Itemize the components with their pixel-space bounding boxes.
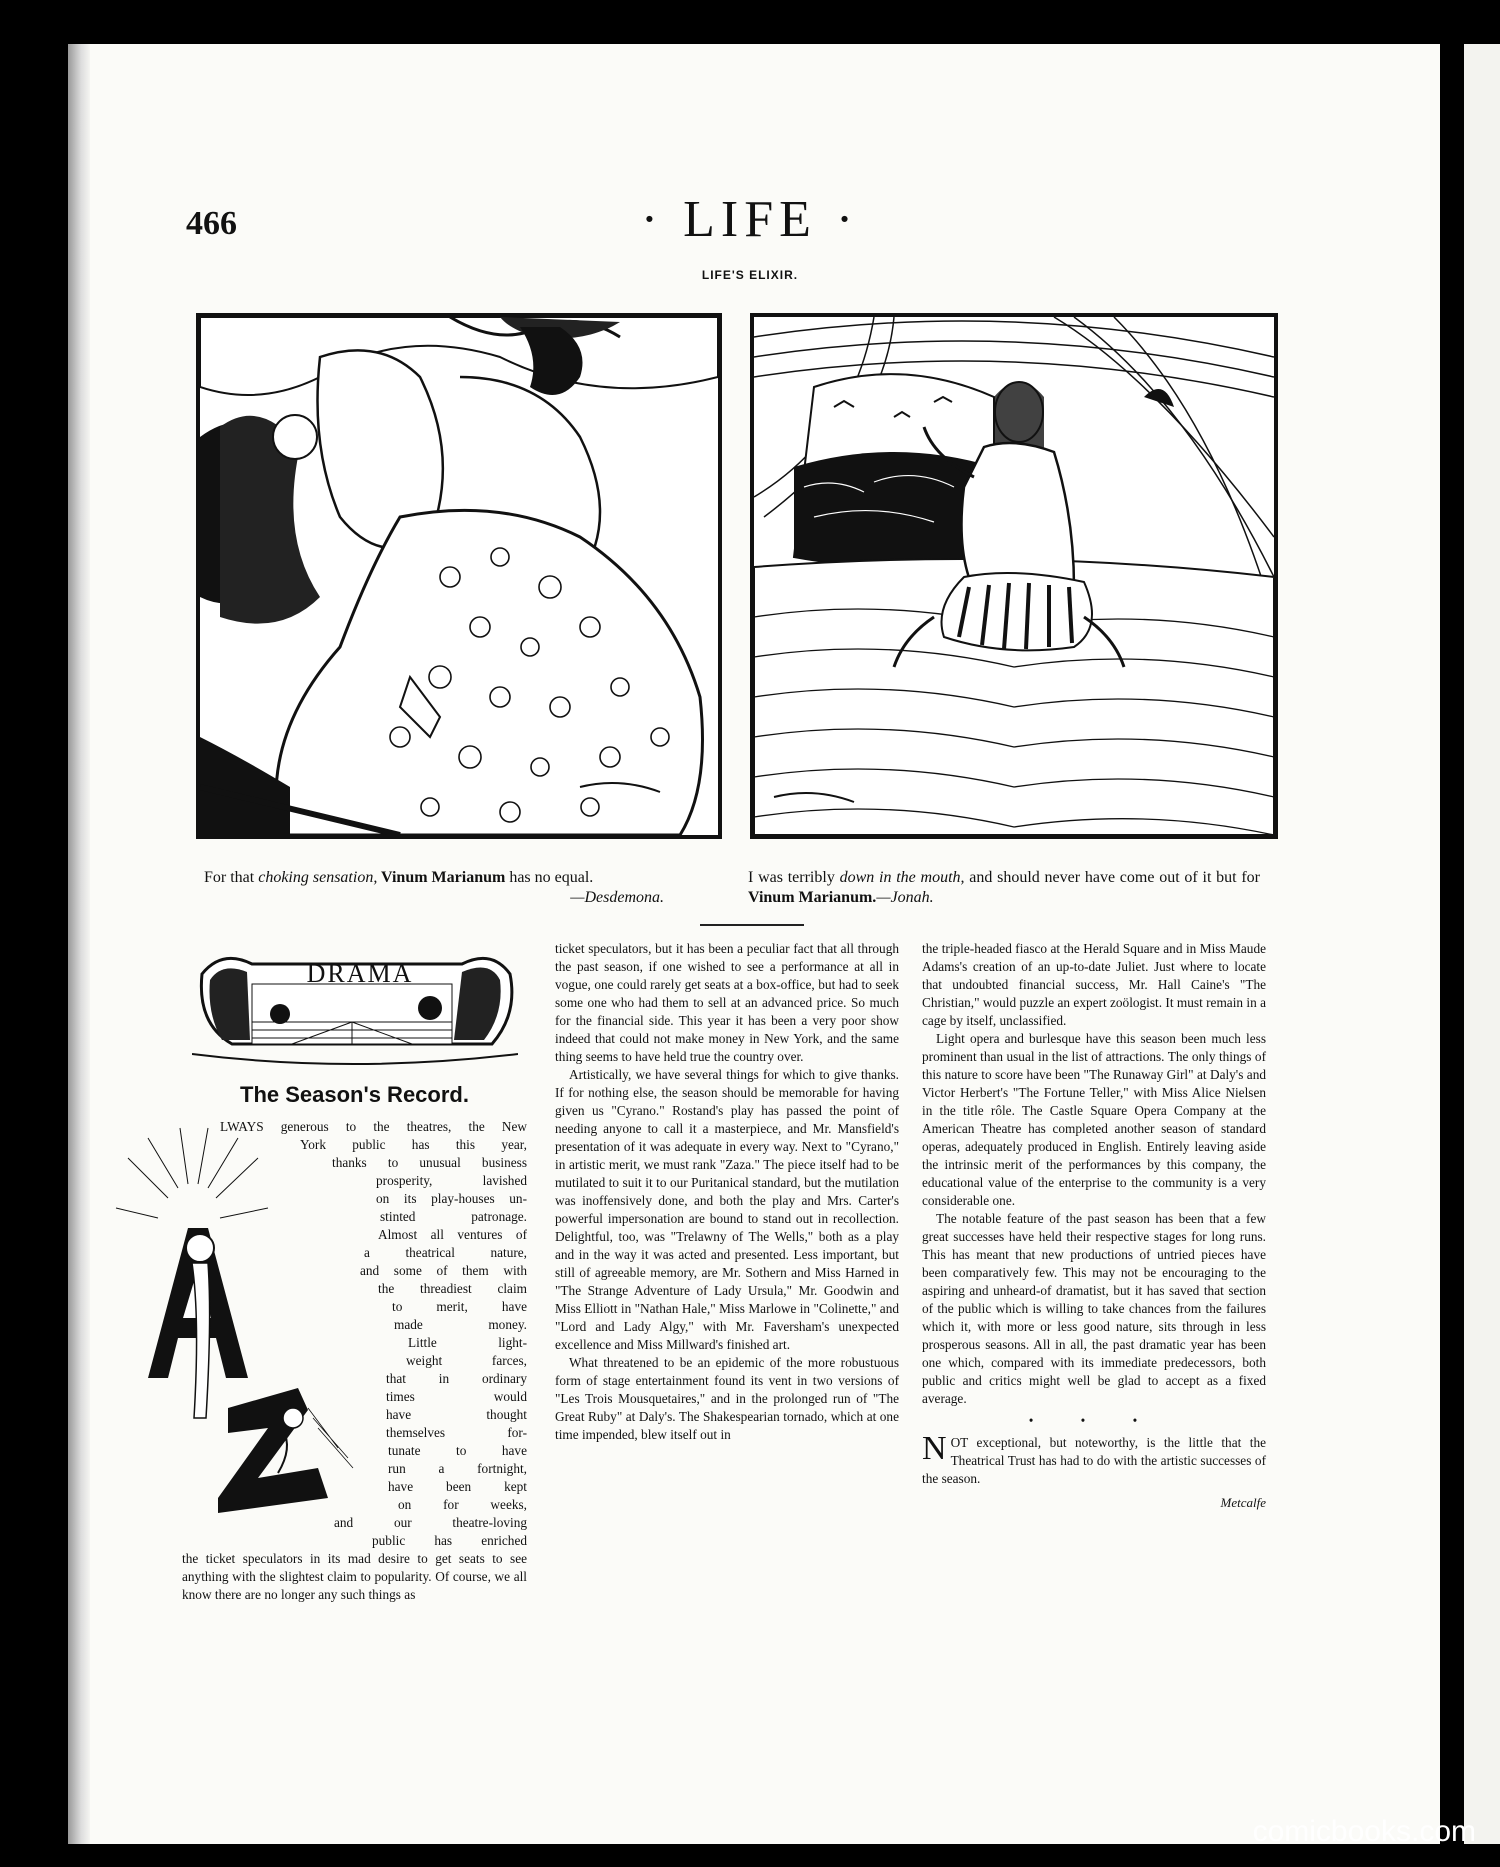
column-1-text (182, 1118, 527, 1604)
text-line: a theatrical nature, (364, 1245, 527, 1260)
text-line: themselves for- (386, 1425, 527, 1440)
caption-signature: —Jonah. (876, 889, 934, 906)
text-line: prosperity, lavished (376, 1173, 527, 1188)
paragraph: Artistically, we have several things for which to give thanks. If for nothing else, the season should be memorable for having given us "Cyrano." Rostand's play has passed the point of needing anyone to call it a masterpiece, and Mr. Mansfield's presentation of it was adequate in every way. Next to "Cyrano," in artistic merit, we must rank "Zaza." The piece itself had to be mutilated to suit it to our Puritanical standard, but the mutilation was inoffensively done, and both the play and Mrs. Carter's powerful impersonation are bound to stand out in recollection. Delightful, too, was "Trelawny of The Wells," both as a play and in the way it was acted and presented. Less important, but still of agreeable memory, are Mr. Sothern and Miss Harned in "The Strange Adventure of Lady Ursula," Mr. Goodwin and Miss Elliott in "Nathan Hale," Miss Marlowe in "Colinette," and "Lord and Lady Algy," with Mr. Faversham's unexpected excellence and Miss Millward's finished art. (555, 1067, 899, 1352)
paragraph: the triple-headed fiasco at the Herald Square and in Miss Maude Adams's creation of an up-to-date Juliet. Just where to locate that undoubted financial success, Mr. Hall Caine's "The Christian," would puzzle an expert zoölogist. It must remain in a cage by itself, unclassified. (922, 941, 1266, 1028)
text-line: and some of them with (360, 1263, 527, 1278)
jonah-cartoon (750, 313, 1278, 839)
text-line: weight farces, (406, 1353, 527, 1368)
caption-italic: choking sensation, (258, 869, 378, 886)
paragraph: What threatened to be an epidemic of the more robustuous form of stage entertainment found its vent in two versions of "Les Trois Mousquetaires," and in the prolonged run of "The Great Ruby" at Daly's. The Shakespearian tornado, which at one time impended, blew itself out in (555, 1355, 899, 1442)
text-line: run a fortnight, (388, 1461, 527, 1476)
text-line: Almost all ventures of (378, 1227, 527, 1242)
text-line: Little light- (408, 1335, 527, 1350)
desdemona-caption (204, 868, 664, 908)
text-line: York public has this year, (300, 1137, 527, 1152)
caption-signature: —Desdemona. (570, 889, 664, 906)
column-3-text (922, 940, 1266, 1512)
caption-italic: down in the mouth, (839, 869, 965, 886)
text-line: public has enriched (372, 1533, 527, 1548)
desdemona-cartoon (196, 313, 722, 839)
section-rule (700, 924, 804, 926)
text-line: LWAYS generous to the theatres, the New (220, 1119, 527, 1134)
page-gutter (68, 44, 90, 1844)
section-divider: • • • (1028, 1413, 1160, 1428)
drama-banner (192, 944, 518, 1068)
column-2-text (555, 940, 899, 1444)
drama-banner-illustration (192, 944, 518, 1068)
jonah-caption (748, 868, 1260, 908)
text-line: have been kept (388, 1479, 527, 1494)
text-line: have thought (386, 1407, 527, 1422)
closing-note: OT exceptional, but noteworthy, is the little that the Theatrical Trust has had to do with the artistic successes of the season. (922, 1435, 1266, 1486)
text-line: stinted patronage. (380, 1209, 527, 1224)
page-number: 466 (186, 205, 237, 242)
caption-product: Vinum Marianum (377, 869, 506, 886)
drama-heading: DRAMA (306, 959, 414, 988)
next-page-edge (1464, 44, 1500, 1844)
binding-strip (1440, 44, 1464, 1844)
paragraph: ticket speculators, but it has been a peculiar fact that all through the past season, if one wished to see a performance at all in vogue, one could rarely get seats at a box-office, but had to seek some one who had them to sell at an advanced price. So much for the financial side. This year it has been a very poor show indeed that could not make money in New York, and the same thing seems to have held true the country over. (555, 941, 899, 1064)
paragraph: The notable feature of the past season has been that a few great successes have held their respective stages for long runs. This has meant that new productions of untried pieces have been comparatively few. This may not be encouraging to the aspiring and unheard-of dramatist, but it has saved that section of the public which is willing to take chances from the failures which it, with more or less good nature, sits through in less prosperous seasons. All in all, the past dramatic year has been one which, compared with its immediate predecessors, both public and critics might well be glad to accept as a fixed average. (922, 1211, 1266, 1406)
text-line: times would (386, 1389, 527, 1404)
drop-cap: N (922, 1430, 947, 1467)
text-line: thanks to unusual business (332, 1155, 527, 1170)
text-line: made money. (394, 1317, 527, 1332)
caption-product: Vinum Marianum. (748, 889, 877, 906)
text-line: on its play-houses un- (376, 1191, 527, 1206)
author-signature: Metcalfe (1220, 1495, 1266, 1510)
text-line: on for weeks, (398, 1497, 527, 1512)
text-line: to merit, have (392, 1299, 527, 1314)
text-line: the threadiest claim (378, 1281, 527, 1296)
text-line: tunate to have (388, 1443, 527, 1458)
paragraph: Light opera and burlesque have this season been much less prominent than usual in the list of attractions. The only things of this nature to score have been "The Runaway Girl" at Daly's and Victor Herbert's "The Fortune Teller," with Miss Alice Nielsen in the title rôle. The Castle Square Opera Company at the American Theatre has completed another season of standard operas, adequately produced in English. Entirely leaving aside the intrinsic merit of the performances by this company, the educational value of the enterprise to the community is a very considerable one. (922, 1031, 1266, 1208)
caption-text: I was terribly (748, 869, 840, 886)
cartoon-title: LIFE'S ELIXIR. (701, 268, 799, 282)
watermark: comicbooks.com (1252, 1815, 1476, 1848)
caption-text: For that (204, 869, 259, 886)
text-line: and our theatre-loving (334, 1515, 527, 1530)
jonah-illustration (754, 317, 1274, 835)
column-1-tail: the ticket speculators in its mad desire to get seats to see anything with the slightest claim to popularity. Of course, we all know there are no longer any such things as (182, 1551, 527, 1602)
text-line: that in ordinary (386, 1371, 527, 1386)
masthead: · LIFE · (640, 191, 860, 248)
caption-text: has no equal. (505, 869, 594, 886)
desdemona-illustration (200, 317, 718, 835)
caption-text: and should never have come out of it but for (964, 869, 1260, 886)
article-title: The Season's Record. (240, 1082, 469, 1107)
